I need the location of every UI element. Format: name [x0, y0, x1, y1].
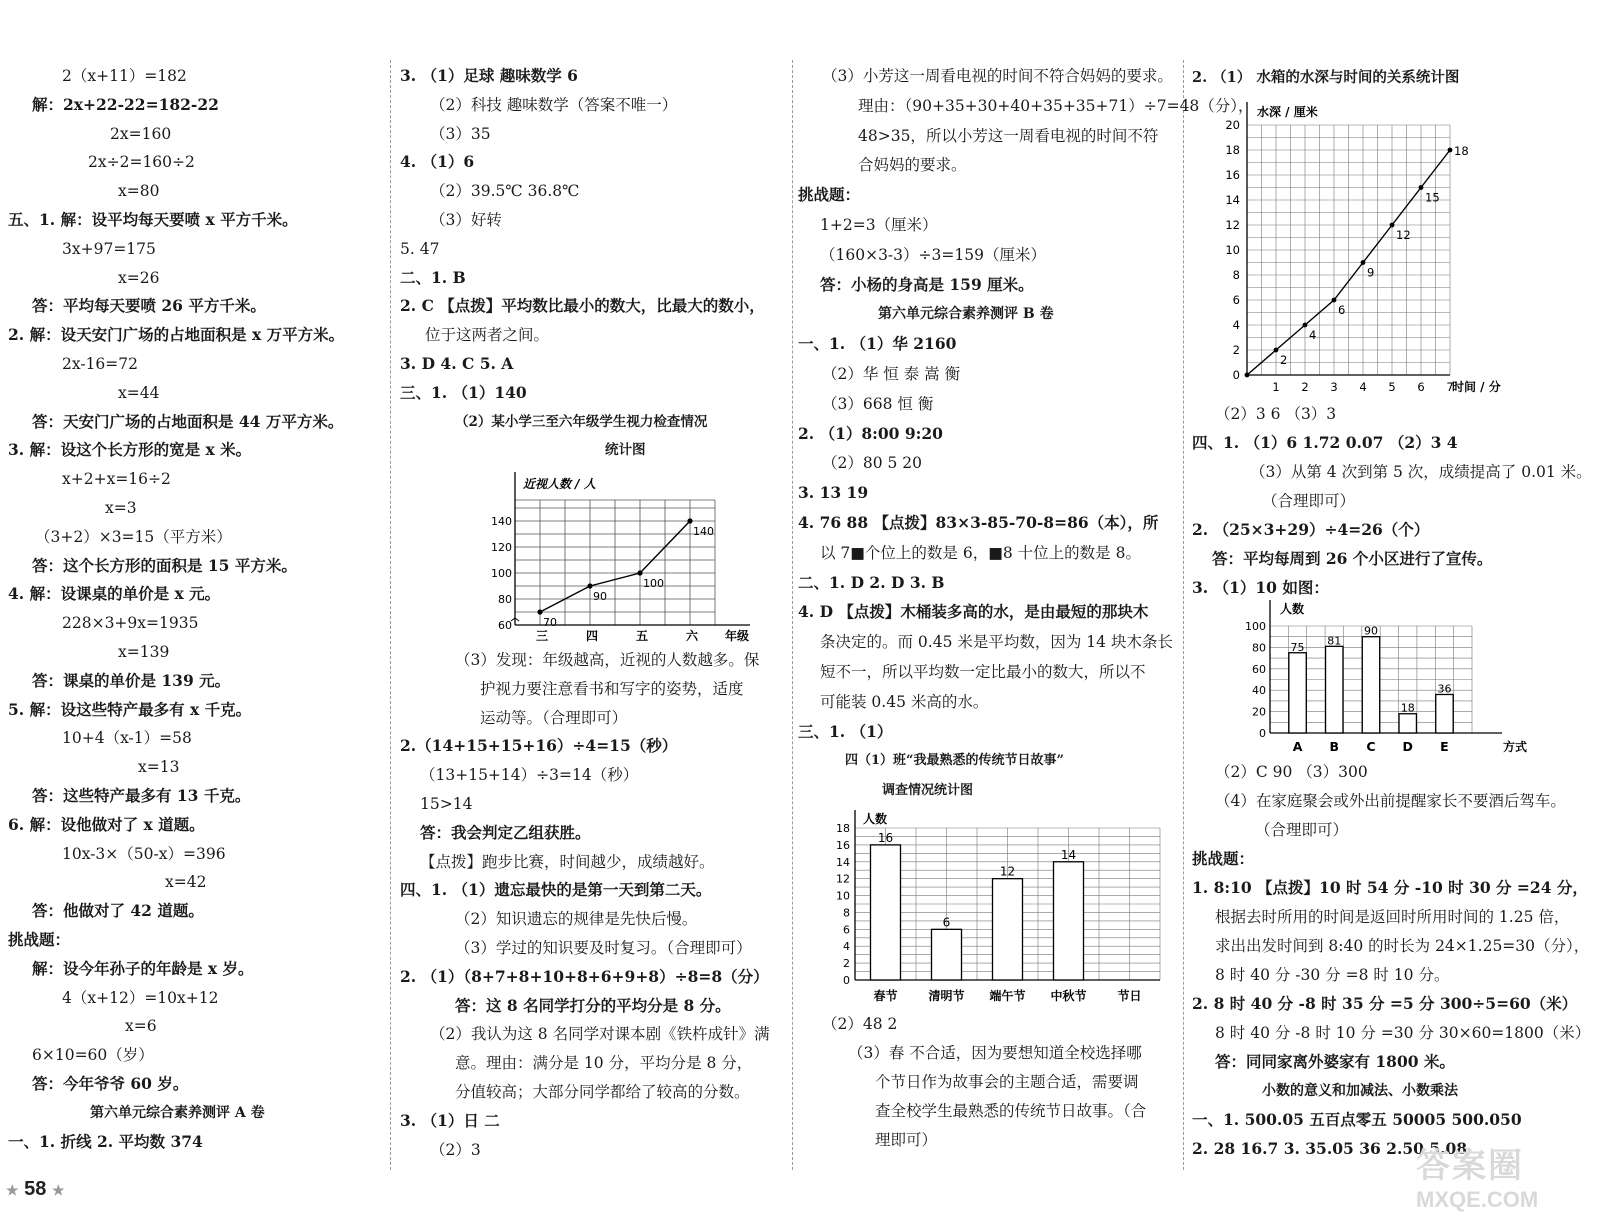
text-line: 位于这两者之间。 — [425, 326, 550, 345]
data-label: 18 — [1454, 144, 1469, 158]
text-line: 挑战题： — [1192, 849, 1255, 868]
data-label: 90 — [593, 590, 607, 603]
y-tick-label: 8 — [843, 906, 850, 920]
text-line: 2. （1） 水箱的水深与时间的关系统计图 — [1192, 69, 1460, 86]
text-line: （2）科技 趣味数学（答案不唯一） — [430, 95, 678, 114]
y-axis-label: 人数 — [863, 812, 888, 826]
y-tick-label: 80 — [498, 593, 512, 606]
bar — [993, 879, 1023, 980]
data-point — [1361, 260, 1366, 265]
data-label: 90 — [1364, 624, 1378, 638]
data-label: 75 — [1290, 640, 1305, 654]
text-line: 个节日作为故事会的主题合适，需要调 — [875, 1073, 1139, 1091]
y-tick-label: 10 — [836, 889, 850, 903]
data-point — [1448, 148, 1453, 153]
text-line: 2. （1）（8+7+8+10+8+6+9+8）÷8=8（分） — [400, 966, 769, 986]
x-tick-label: 端午节 — [989, 989, 1026, 1003]
text-line: 6. 解：设他做对了 x 道题。 — [8, 814, 205, 834]
y-tick-label: 6 — [1232, 293, 1240, 307]
x-tick-label: 5 — [1388, 380, 1396, 394]
text-line: 解：设今年孙子的年龄是 x 岁。 — [32, 958, 254, 978]
text-line: 2. （25×3+29）÷4=26（个） — [1192, 520, 1430, 539]
text-line: 一、1. （1）华 2160 — [798, 334, 957, 354]
text-line: 2.（14+15+15+16）÷4=15（秒） — [400, 736, 678, 756]
text-line: （2）3 6 （3）3 — [1215, 405, 1337, 423]
page-number: ★ 58 ★ — [6, 1178, 65, 1200]
text-line: 10x-3×（50-x）=396 — [62, 844, 226, 863]
y-tick-label: 16 — [1225, 168, 1240, 182]
text-line: 挑战题： — [798, 185, 861, 205]
text-line: x=6 — [125, 1017, 157, 1036]
y-tick-label: 20 — [1225, 118, 1240, 132]
text-line: 3. （1）日 二 — [400, 1110, 500, 1130]
data-label: 4 — [1309, 328, 1317, 342]
text-line: 答：他做对了 42 道题。 — [32, 901, 204, 921]
y-tick-label: 14 — [836, 855, 850, 869]
x-tick-label: 7 — [1446, 380, 1454, 394]
bar — [1362, 637, 1379, 733]
text-line: （3）35 — [430, 124, 491, 143]
data-point — [587, 583, 592, 588]
text-line: 2. 解：设天安门广场的占地面积是 x 万平方米。 — [8, 325, 345, 345]
data-point — [687, 518, 692, 523]
text-line: 答：今年爷爷 60 岁。 — [32, 1074, 189, 1093]
text-line: （3）发现：年级越高，近视的人数越多。保 — [455, 651, 760, 669]
text-line: （2）华 恒 泰 嵩 衡 — [822, 365, 961, 383]
y-tick-label: 0 — [1259, 727, 1266, 740]
text-line: 【点拨】跑步比赛，时间越少，成绩越好。 — [420, 852, 715, 871]
text-line: 6×10=60（岁） — [32, 1046, 154, 1065]
text-line: 答：这个长方形的面积是 15 平方米。 — [32, 555, 297, 575]
text-line: 解：2x+22-22=182-22 — [32, 94, 219, 114]
text-line: 求出出发时间到 8:40 的时长为 24×1.25=30（分）， — [1215, 937, 1590, 955]
text-line: （4）在家庭聚会或外出前提醒家长不要酒后驾车。 — [1215, 792, 1566, 810]
x-axis-label: 时间 / 分 — [1452, 380, 1501, 394]
text-line: 3. D 4. C 5. A — [400, 354, 514, 373]
x-tick-label: 春节 — [873, 989, 898, 1003]
text-line: 护视力要注意看书和写字的姿势，适度 — [480, 679, 744, 698]
x-tick-label: B — [1329, 739, 1340, 754]
text-line: 小数的意义和加减法、小数乘法 — [1262, 1083, 1458, 1099]
text-line: 二、1. B — [400, 267, 466, 287]
y-axis-label: 人数 — [1280, 602, 1305, 616]
text-line: 4. D 【点拨】木桶装多高的水，是由最短的那块木 — [798, 602, 1149, 622]
text-line: x=139 — [118, 643, 170, 661]
data-label: 15 — [1425, 190, 1440, 205]
text-line: 可能装 0.45 米高的水。 — [820, 692, 989, 711]
text-line: 2（x+11）=182 — [62, 67, 187, 85]
text-line: （2）知识遗忘的规律是先快后慢。 — [455, 910, 698, 929]
text-line: 运动等。（合理即可） — [480, 708, 628, 727]
x-tick-label: 4 — [1359, 380, 1367, 394]
bar — [1436, 694, 1453, 733]
y-tick-label: 80 — [1252, 641, 1266, 655]
text-line: 四、1. （1）6 1.72 0.07 （2）3 4 — [1192, 433, 1458, 452]
data-label: 6 — [1338, 303, 1346, 317]
y-tick-label: 60 — [498, 619, 512, 632]
data-point — [1390, 223, 1395, 228]
data-label: 140 — [693, 525, 714, 538]
column-divider — [1183, 60, 1184, 1170]
y-tick-label: 8 — [1232, 268, 1240, 282]
text-line: x=3 — [105, 499, 137, 517]
text-line: （13+15+14）÷3=14（秒） — [420, 766, 639, 785]
text-line: 一、1. 500.05 五百点零五 50005 500.050 — [1192, 1110, 1522, 1129]
text-line: 一、1. 折线 2. 平均数 374 — [8, 1131, 203, 1151]
text-line: （3）668 恒 衡 — [822, 394, 934, 413]
data-label: 81 — [1327, 634, 1342, 648]
data-point — [1274, 348, 1279, 353]
y-tick-label: 10 — [1225, 243, 1240, 257]
text-line: 以 7■个位上的数是 6，■8 十位上的数是 8。 — [820, 543, 1141, 562]
text-line: 48>35，所以小芳这一周看电视的时间不符 — [858, 126, 1159, 145]
text-line: （160×3-3）÷3=159（厘米） — [820, 245, 1046, 264]
text-line: （2）C 90 （3）300 — [1215, 763, 1368, 781]
data-point — [537, 609, 542, 614]
text-line: （2）80 5 20 — [822, 454, 923, 473]
text-line: （2）我认为这 8 名同学对课本剧《铁杵成针》满 — [430, 1025, 770, 1044]
text-line: 答：这 8 名同学打分的平均分是 8 分。 — [455, 995, 731, 1015]
y-tick-label: 20 — [1252, 705, 1266, 719]
text-line: 三、1. （1）140 — [400, 382, 527, 402]
text-line: 第六单元综合素养测评 B 卷 — [878, 306, 1054, 323]
text-line: 五、1. 解：设平均每天要喷 x 平方千米。 — [8, 210, 298, 229]
text-line: 4. 76 88 【点拨】83×3-85-70-8=86（本），所 — [798, 513, 1159, 532]
data-label: 14 — [1060, 847, 1077, 862]
text-line: 条决定的。而 0.45 米是平均数，因为 14 块木条长 — [820, 633, 1173, 652]
y-tick-label: 0 — [843, 974, 850, 987]
data-label: 2 — [1280, 353, 1288, 367]
text-line: 8 时 40 分 -8 时 10 分 =30 分 30×60=1800（米） — [1215, 1024, 1591, 1042]
y-tick-label: 120 — [491, 541, 512, 554]
text-line: 2. C 【点拨】平均数比最小的数大，比最大的数小， — [400, 296, 765, 316]
data-label: 70 — [543, 616, 557, 629]
text-line: 4（x+12）=10x+12 — [62, 988, 219, 1007]
text-line: 答：小杨的身高是 159 厘米。 — [820, 274, 1034, 294]
text-line: x=80 — [118, 182, 160, 201]
text-line: 理由：（90+35+30+40+35+35+71）÷7=48（分）， — [858, 96, 1254, 115]
x-tick-label: C — [1366, 739, 1376, 754]
y-tick-label: 12 — [1225, 218, 1240, 232]
data-point — [1245, 373, 1250, 378]
x-tick-label: 六 — [685, 629, 699, 643]
text-line: 答：我会判定乙组获胜。 — [420, 822, 591, 842]
text-line: （3+2）×3=15（平方米） — [35, 527, 232, 546]
bar — [1289, 653, 1306, 733]
page-number-value: 58 — [24, 1178, 47, 1200]
text-line: x=13 — [138, 758, 180, 777]
y-tick-label: 14 — [1225, 193, 1240, 207]
x-tick-label: 节日 — [1117, 989, 1142, 1003]
text-line: 答：天安门广场的占地面积是 44 万平方米。 — [32, 411, 344, 431]
text-line: 合妈妈的要求。 — [858, 156, 967, 175]
text-line: x=44 — [118, 383, 160, 402]
x-tick-label: 三 — [535, 629, 549, 643]
bar — [1326, 646, 1343, 733]
y-tick-label: 12 — [836, 872, 850, 886]
watermark-url: MXQE.COM — [1416, 1187, 1539, 1212]
data-label: 36 — [1437, 682, 1452, 696]
x-tick-label: D — [1402, 739, 1413, 754]
data-label: 9 — [1367, 265, 1375, 280]
y-axis-label: 近视人数 / 人 — [523, 477, 596, 491]
y-tick-label: 6 — [843, 923, 850, 937]
method-bar-chart — [1240, 598, 1540, 758]
data-point — [1303, 323, 1308, 328]
text-line: 根据去时所用的时间是返回时所用时间的 1.25 倍， — [1215, 908, 1570, 926]
text-line: 查全校学生最熟悉的传统节日故事。（合 — [875, 1102, 1147, 1120]
text-line: 4. 解：设课桌的单价是 x 元。 — [8, 584, 221, 604]
y-tick-label: 16 — [836, 838, 850, 852]
text-line: （3）从第 4 次到第 5 次，成绩提高了 0.01 米。 — [1250, 463, 1592, 481]
column-divider — [792, 60, 793, 1170]
y-tick-label: 100 — [1245, 620, 1266, 633]
text-line: 3. （1）10 如图： — [1192, 578, 1329, 597]
bar — [932, 929, 962, 980]
y-tick-label: 40 — [1252, 684, 1266, 698]
text-line: 第六单元综合素养测评 A 卷 — [90, 1104, 265, 1121]
text-line: x=26 — [118, 268, 160, 287]
x-tick-label: 1 — [1272, 380, 1280, 394]
y-tick-label: 100 — [491, 567, 512, 580]
data-label: 18 — [1400, 701, 1415, 715]
text-line: x=42 — [165, 873, 207, 892]
y-tick-label: 4 — [1232, 318, 1240, 332]
bar — [871, 845, 901, 980]
x-axis-label: 年级 — [725, 629, 750, 643]
text-line: 15>14 — [420, 795, 473, 813]
text-line: 二、1. D 2. D 3. B — [798, 572, 945, 592]
text-line: （2）48 2 — [822, 1015, 898, 1033]
text-line: 3. 解：设这个长方形的宽是 x 米。 — [8, 440, 252, 460]
text-line: （3）小芳这一周看电视的时间不符合妈妈的要求。 — [822, 67, 1173, 85]
text-line: （3）好转 — [430, 211, 502, 229]
text-line: （2）3 — [430, 1140, 481, 1159]
x-tick-label: 3 — [1330, 380, 1338, 394]
text-line: 答：同同家离外婆家有 1800 米。 — [1215, 1052, 1455, 1071]
text-line: 统计图 — [605, 442, 646, 459]
text-line: 理即可） — [875, 1131, 938, 1149]
data-point — [637, 570, 642, 575]
text-line: 分值较高；大部分同学都给了较高的分数。 — [455, 1083, 750, 1101]
x-axis-label: 方式 — [1503, 740, 1528, 754]
data-label: 16 — [877, 830, 894, 845]
watermark-logo-text: 答案圈 — [1416, 1147, 1524, 1185]
text-line: 4. （1）6 — [400, 152, 475, 172]
text-line: 答：平均每周到 26 个小区进行了宣传。 — [1212, 549, 1493, 568]
data-label: 12 — [1396, 228, 1411, 242]
data-label: 6 — [942, 915, 951, 930]
y-tick-label: 4 — [843, 940, 850, 954]
y-tick-label: 18 — [1225, 143, 1240, 157]
text-line: 四、1. （1）遗忘最快的是第一天到第二天。 — [400, 880, 712, 900]
text-line: 1. 8:10 【点拨】10 时 54 分 -10 时 30 分 =24 分， — [1192, 878, 1588, 897]
text-line: 3x+97=175 — [62, 239, 156, 258]
text-line: 四（1）班“我最熟悉的传统节日故事” — [845, 753, 1065, 769]
bar — [1399, 714, 1416, 733]
text-line: 2. （1）8:00 9:20 — [798, 423, 943, 443]
text-line: 2x=160 — [110, 124, 172, 143]
text-line: 1+2=3（厘米） — [820, 216, 938, 234]
text-line: 2x÷2=160÷2 — [88, 153, 195, 172]
text-line: 答：这些特产最多有 13 千克。 — [32, 786, 251, 805]
text-line: 8 时 40 分 -30 分 =8 时 10 分。 — [1215, 966, 1450, 984]
y-tick-label: 2 — [1232, 343, 1240, 357]
text-line: 2. 8 时 40 分 -8 时 35 分 =5 分 300÷5=60（米） — [1192, 994, 1578, 1013]
text-line: 5. 47 — [400, 239, 440, 258]
text-line: 答：课桌的单价是 139 元。 — [32, 670, 231, 690]
text-line: 228×3+9x=1935 — [62, 614, 199, 633]
data-point — [1332, 298, 1337, 303]
bar — [1054, 862, 1084, 980]
watermark — [1416, 1138, 1538, 1213]
text-line: 挑战题： — [8, 930, 71, 949]
text-line: 10+4（x-1）=58 — [62, 729, 192, 748]
vision-line-chart — [491, 470, 780, 650]
text-line: 三、1. （1） — [798, 721, 893, 741]
x-tick-label: A — [1292, 739, 1303, 754]
y-tick-label: 140 — [491, 515, 512, 528]
x-tick-label: 清明节 — [928, 989, 965, 1003]
y-axis-label: 水深 / 厘米 — [1257, 105, 1318, 119]
column-divider — [390, 60, 391, 1170]
text-line: （合理即可） — [1255, 821, 1349, 839]
text-line: （2）某小学三至六年级学生视力检查情况 — [455, 413, 708, 430]
text-line: 3. （1）足球 趣味数学 6 — [400, 66, 578, 85]
x-tick-label: 四 — [585, 629, 599, 643]
data-label: 100 — [643, 577, 664, 590]
text-line: 意。理由：满分是 10 分，平均分是 8 分， — [455, 1054, 753, 1073]
x-tick-label: 五 — [635, 629, 649, 643]
y-tick-label: 0 — [1232, 368, 1240, 382]
y-tick-label: 60 — [1252, 662, 1266, 676]
text-line: 2x-16=72 — [62, 355, 139, 373]
x-tick-label: 2 — [1301, 380, 1309, 394]
y-tick-label: 18 — [836, 822, 850, 835]
data-label: 12 — [999, 864, 1016, 879]
text-line: 2. 28 16.7 3. 35.05 36 2.50 5.08 — [1192, 1139, 1468, 1158]
text-line: （3）春 不合适，因为要想知道全校选择哪 — [848, 1044, 1142, 1062]
text-line: （3）学过的知识要及时复习。（合理即可） — [455, 939, 752, 957]
x-tick-label: 6 — [1417, 380, 1425, 394]
data-point — [1419, 185, 1424, 190]
text-line: （2）39.5℃ 36.8℃ — [430, 182, 580, 201]
y-tick-label: 2 — [843, 957, 850, 971]
text-line: （合理即可） — [1262, 492, 1356, 510]
text-line: x+2+x=16÷2 — [62, 470, 171, 489]
festival-bar-chart — [820, 808, 1180, 1008]
text-line: 3. 13 19 — [798, 483, 869, 503]
x-tick-label: 中秋节 — [1050, 989, 1087, 1003]
text-line: 5. 解：设这些特产最多有 x 千克。 — [8, 699, 252, 719]
text-line: 答：平均每天要喷 26 平方千米。 — [32, 296, 266, 316]
x-tick-label: E — [1440, 739, 1449, 754]
text-line: 短不一，所以平均数一定比最小的数大，所以不 — [820, 663, 1146, 681]
text-line: 调查情况统计图 — [882, 783, 974, 799]
water-depth-line-chart — [1205, 100, 1550, 400]
